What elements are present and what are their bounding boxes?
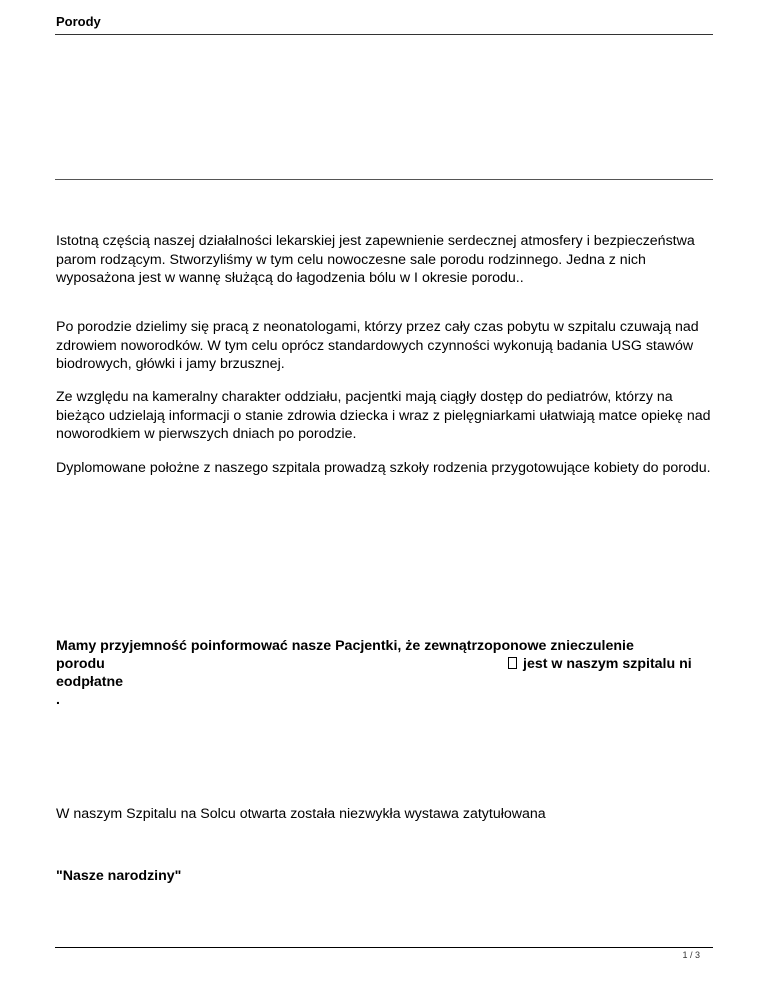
missing-glyph-icon <box>508 657 517 669</box>
exhibition-intro: W naszym Szpitalu na Solcu otwarta została niezwykła wystawa zatytułowana <box>56 806 546 822</box>
notice-line-2a: porodu <box>56 656 105 672</box>
notice-line-2b-text: jest w naszym szpitalu ni <box>523 656 692 672</box>
paragraph-atmosphere: Istotną częścią naszej działalności lekarskiej jest zapewnienie serdecznej atmosfery i bezpieczeństwa parom rodzącym. Stworzyliśmy w tym celu nowoczesne sale porodu rodzinnego. Jedna z nich wyposażona jest w wannę służącą do łagodzenia bólu w I okresie porodu.. <box>56 233 695 286</box>
notice-line-4: . <box>56 692 60 708</box>
section-divider <box>55 179 713 180</box>
paragraph-midwives: Dyplomowane położne z naszego szpitala prowadzą szkoły rodzenia przygotowujące kobiety do porodu. <box>56 460 711 476</box>
notice-line-1: Mamy przyjemność poinformować nasze Pacjentki, że zewnątrzoponowe znieczulenie <box>56 638 634 654</box>
paragraph-neonatologists: Po porodzie dzielimy się pracą z neonatologami, którzy przez cały czas pobytu w szpitalu czuwają nad zdrowiem noworodków. W tym celu oprócz standardowych czynności wykonują badania USG stawów biodrowych, główki i jamy brzusznej. <box>56 319 699 372</box>
footer-divider <box>55 947 713 948</box>
header-divider <box>55 34 713 35</box>
notice-line-3: eodpłatne <box>56 674 124 690</box>
exhibition-title: "Nasze narodziny" <box>56 868 182 884</box>
page-title: Porody <box>56 14 101 29</box>
paragraph-pediatricians: Ze względu na kameralny charakter oddziału, pacjentki mają ciągły dostęp do pediatrów, którzy na bieżąco udzielają informacji o stanie zdrowia dziecka i wraz z pielęgniarkami ułatwiają matce opiekę nad noworodkiem w pierwszych dniach po porodzie. <box>56 389 711 442</box>
page-number: 1 / 3 <box>682 950 700 960</box>
notice-line-2b <box>508 655 692 674</box>
